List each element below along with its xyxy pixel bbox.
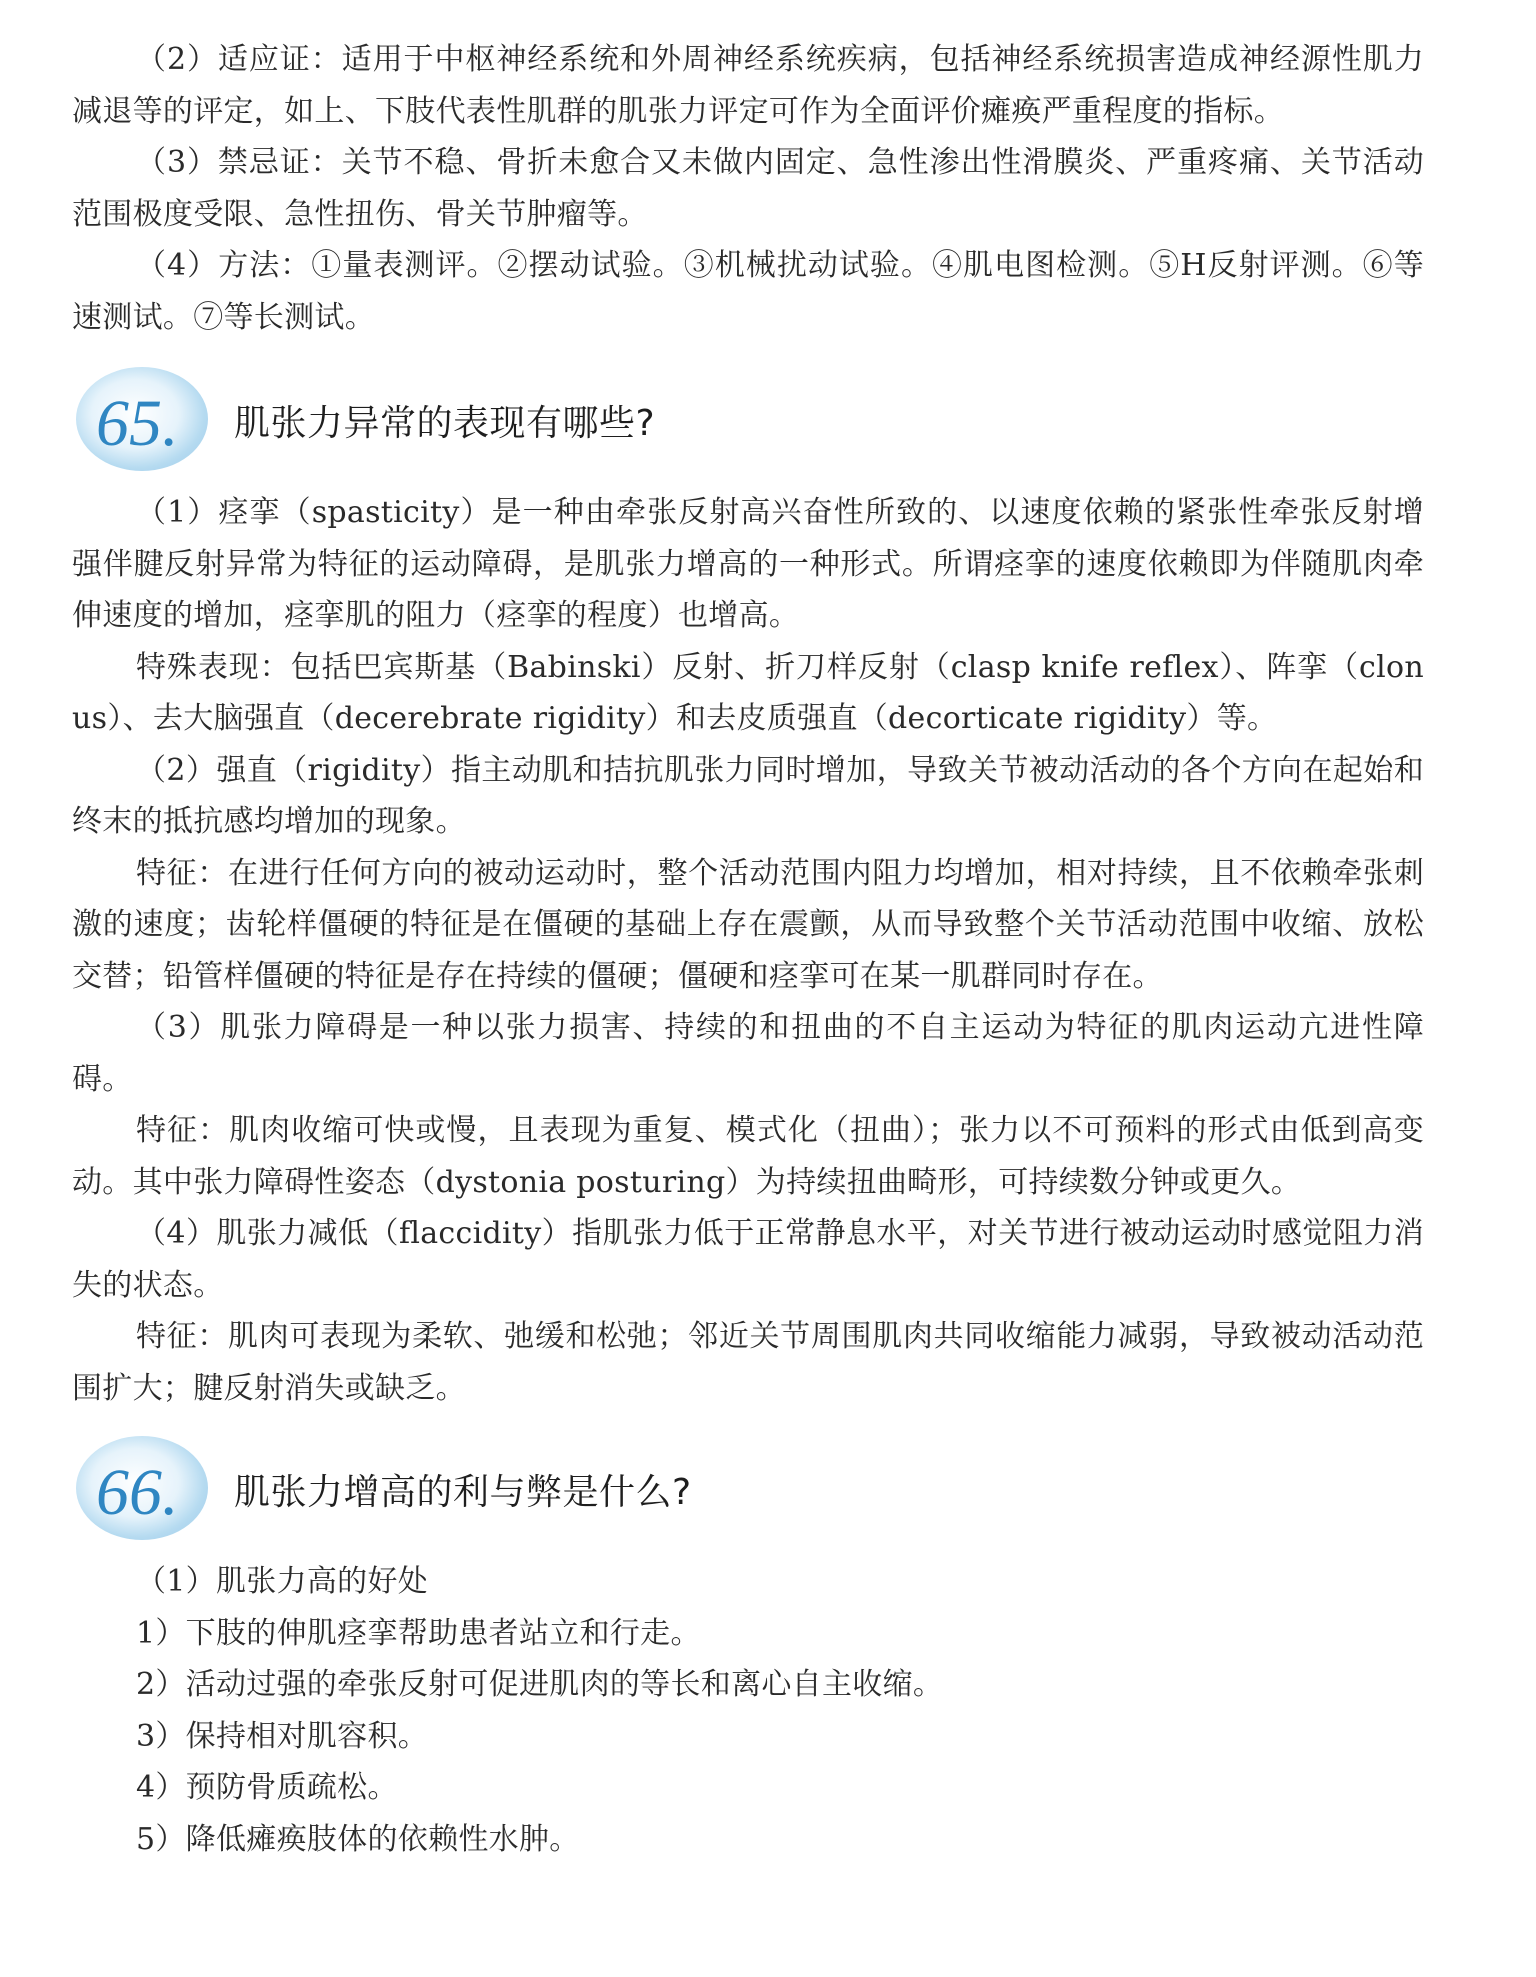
list-item: 5）降低瘫痪肢体的依赖性水肿。 (136, 1821, 580, 1857)
list-item: 3）保持相对肌容积。 (136, 1718, 429, 1754)
paragraph-contraindications: （3）禁忌证：关节不稳、骨折未愈合又未做内固定、急性渗出性滑膜炎、严重疼痛、关节活动范围极度受限、急性扭伤、骨关节肿瘤等。 (72, 145, 1424, 232)
paragraph-special-signs: 特殊表现：包括巴宾斯基（Babinski）反射、折刀样反射（clasp knife reflex）、阵挛（clonus）、去大脑强直（decerebrate rigidity）和去皮质强直（decorticate rigidity）等。 (72, 649, 1424, 736)
paragraph-flaccidity-features: 特征：肌肉可表现为柔软、弛缓和松弛；邻近关节周围肌肉共同收缩能力减弱，导致被动活动范围扩大；腱反射消失或缺乏。 (72, 1319, 1424, 1406)
paragraph-indications: （2）适应证：适用于中枢神经系统和外周神经系统疾病，包括神经系统损害造成神经源性肌力减退等的评定，如上、下肢代表性肌群的肌张力评定可作为全面评价瘫痪严重程度的指标。 (72, 42, 1424, 129)
paragraph-spasticity: （1）痉挛（spasticity）是一种由牵张反射高兴奋性所致的、以速度依赖的紧张性牵张反射增强伴腱反射异常为特征的运动障碍，是肌张力增高的一种形式。所谓痉挛的速度依赖即为伴随肌肉牵伸速度的增加，痉挛肌的阻力（痉挛的程度）也增高。 (72, 495, 1424, 633)
question-number-badge (72, 357, 212, 477)
paragraph-rigidity-features: 特征：在进行任何方向的被动运动时，整个活动范围内阻力均增加，相对持续，且不依赖牵张刺激的速度；齿轮样僵硬的特征是在僵硬的基础上存在震颤，从而导致整个关节活动范围中收缩、放松交替；铅管样僵硬的特征是存在持续的僵硬；僵硬和痉挛可在某一肌群同时存在。 (72, 855, 1424, 994)
list-item: 4）预防骨质疏松。 (136, 1770, 398, 1805)
paragraph-rigidity: （2）强直（rigidity）指主动肌和拮抗肌张力同时增加，导致关节被动活动的各个方向在起始和终末的抵抗感均增加的现象。 (72, 752, 1424, 839)
question-title: 肌张力异常的表现有哪些? (234, 403, 656, 444)
list-item: 2）活动过强的牵张反射可促进肌肉的等长和离心自主收缩。 (136, 1667, 944, 1702)
page-content (72, 34, 1424, 1865)
question-number: 65. (96, 387, 179, 460)
list-item: 1）下肢的伸肌痉挛帮助患者站立和行走。 (136, 1615, 701, 1651)
paragraph-flaccidity: （4）肌张力减低（flaccidity）指肌张力低于正常静息水平，对关节进行被动运动时感觉阻力消失的状态。 (72, 1216, 1424, 1303)
paragraph-dystonia-features: 特征：肌肉收缩可快或慢，且表现为重复、模式化（扭曲）；张力以不可预料的形式由低到高变动。其中张力障碍性姿态（dystonia posturing）为持续扭曲畸形，可持续数分钟或更久。 (72, 1113, 1424, 1200)
question-number-badge (72, 1426, 212, 1546)
question-title: 肌张力增高的利与弊是什么? (234, 1472, 692, 1513)
list-heading: （1）肌张力高的好处 (136, 1564, 429, 1599)
question-66-heading (72, 1426, 1424, 1546)
question-65-heading (72, 357, 1424, 477)
paragraph-methods: （4）方法：①量表测评。②摆动试验。③机械扰动试验。④肌电图检测。⑤H反射评测。⑥等速测试。⑦等长测试。 (72, 248, 1424, 335)
question-number: 66. (96, 1456, 179, 1529)
paragraph-dystonia: （3）肌张力障碍是一种以张力损害、持续的和扭曲的不自主运动为特征的肌肉运动亢进性障碍。 (72, 1010, 1424, 1097)
